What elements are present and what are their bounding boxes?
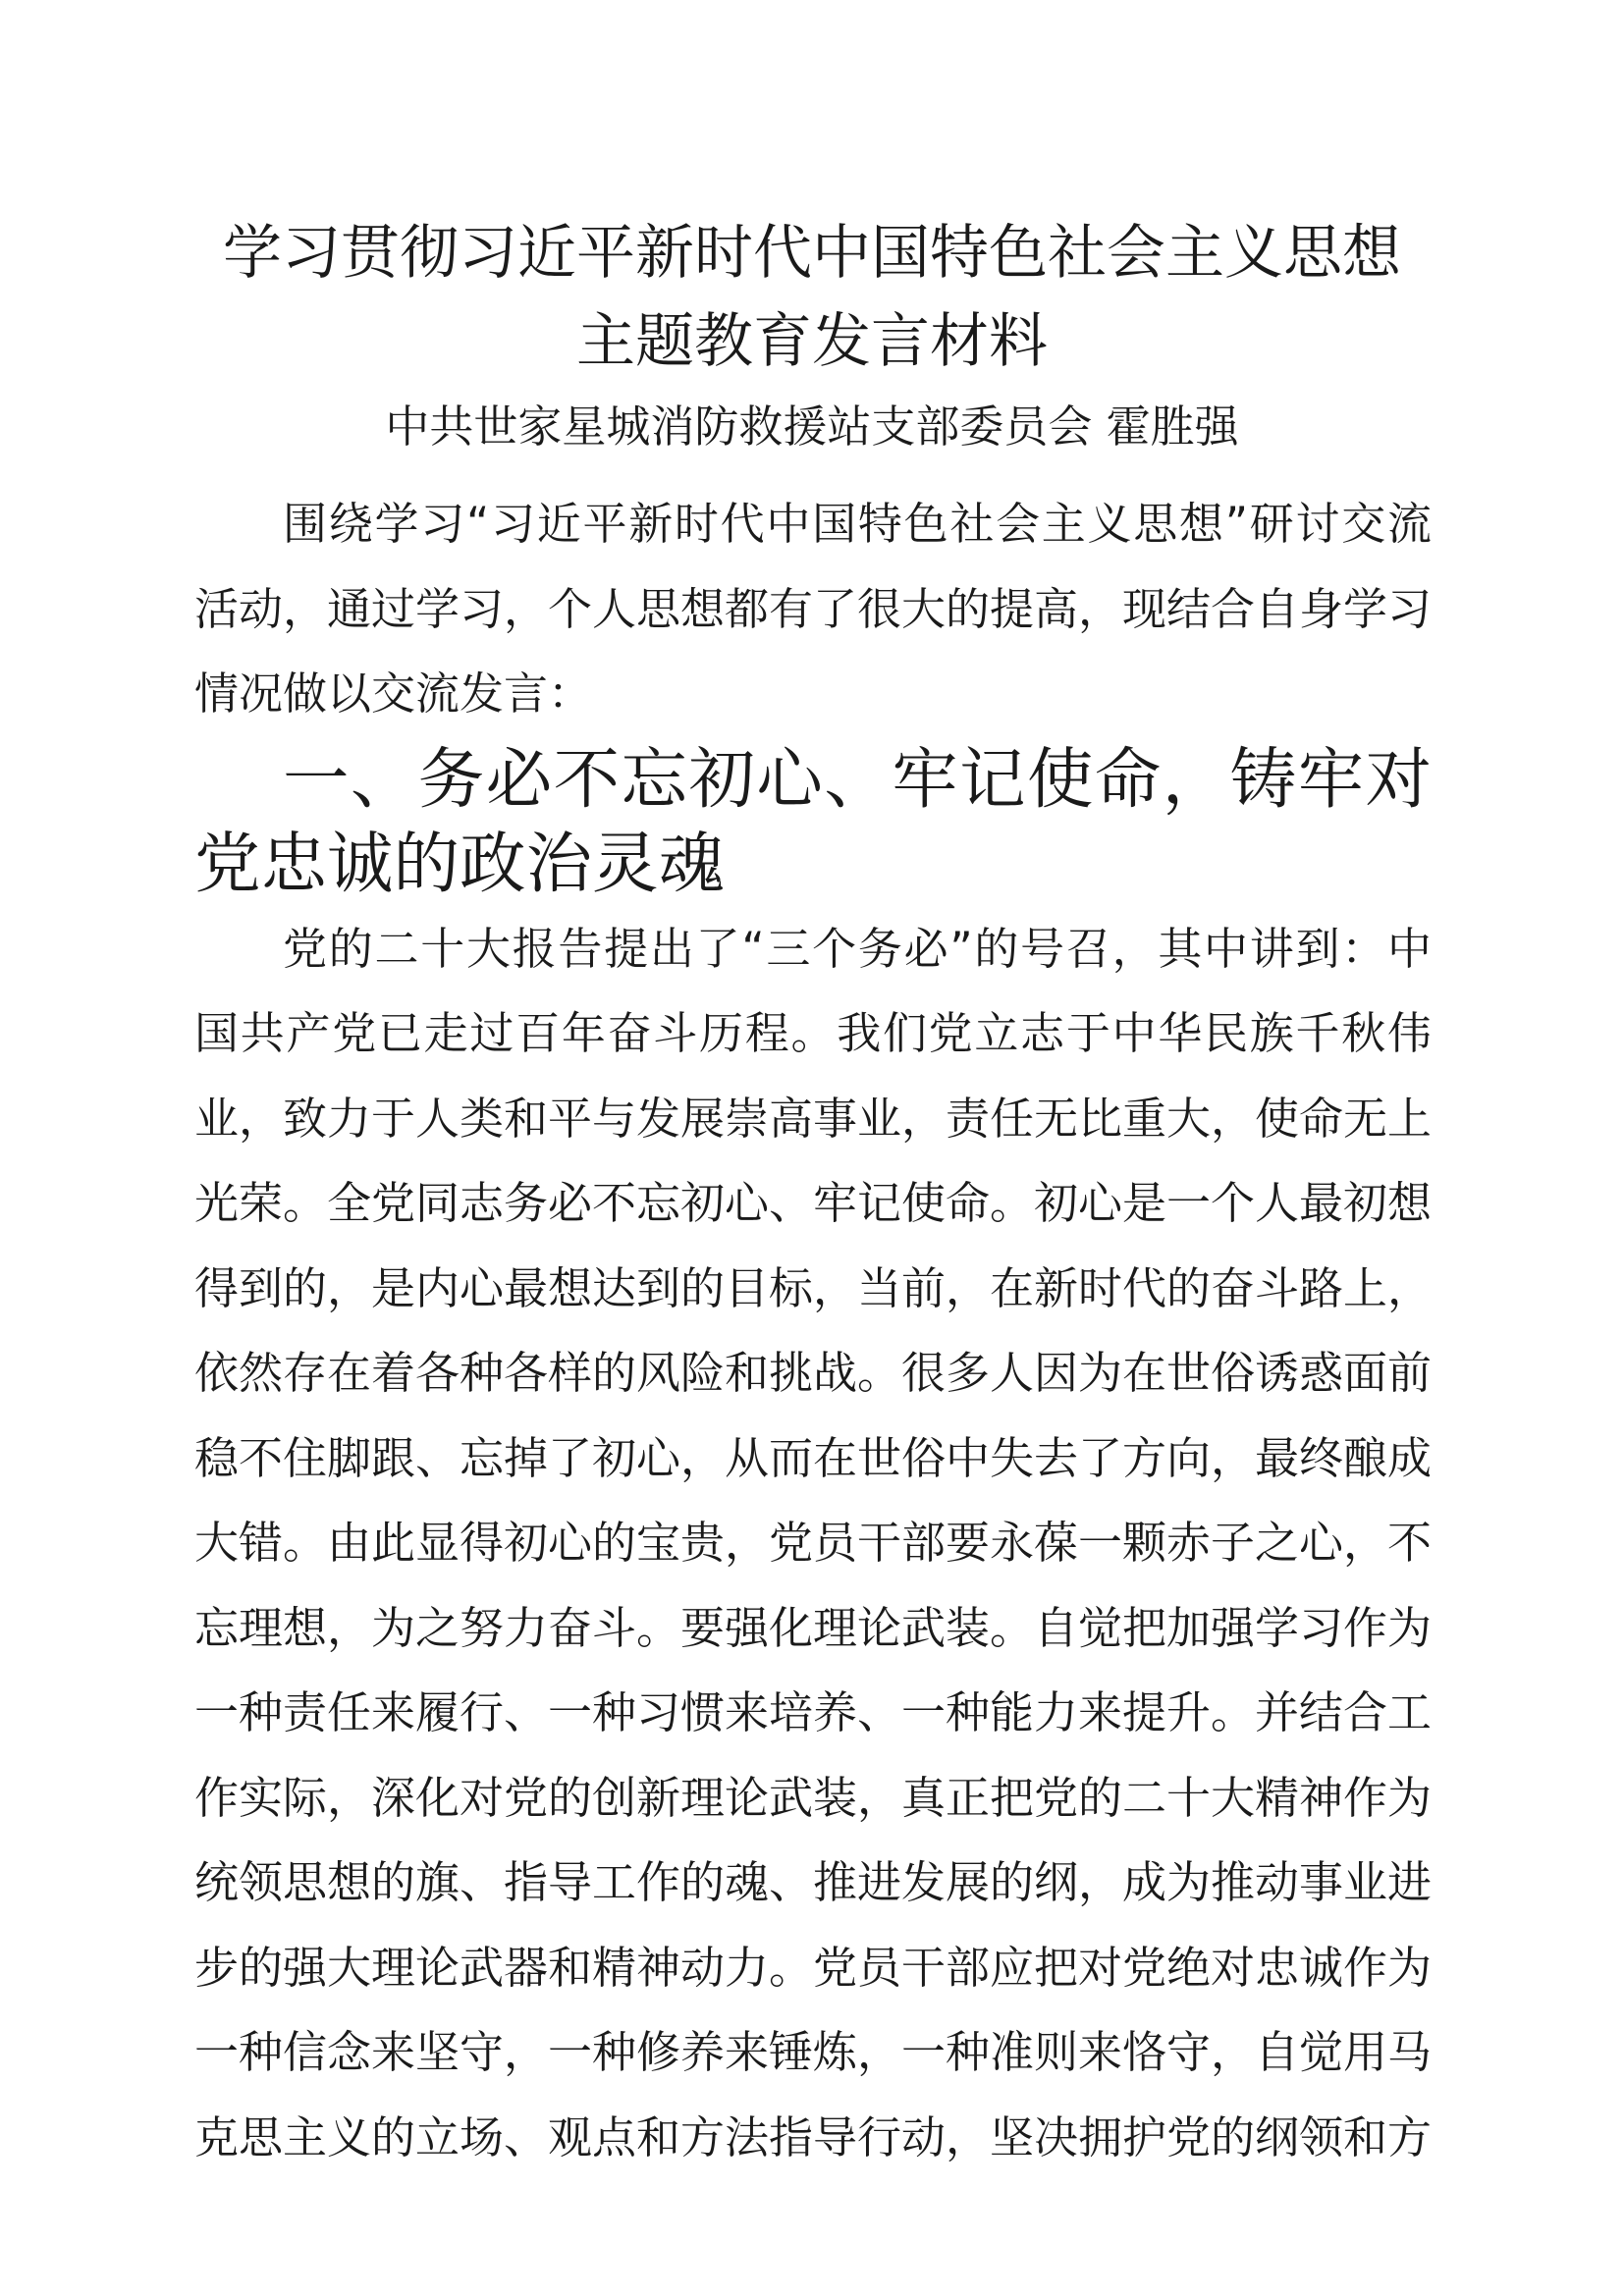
section-1-paragraph: 党的二十大报告提出了“三个务必”的号召，其中讲到：中国共产党已走过百年奋斗历程。我们党立志于中华民族千秋伟业，致力于人类和平与发展崇高事业，责任无比重大，使命无上光荣。全党同志务必不忘初心、牢记使命。初心是一个人最初想得到的，是内心最想达到的目标，当前，在新时代的奋斗路上，依然存在着各种各样的风险和挑战。很多人因为在世俗诱惑面前稳不住脚跟、忘掉了初心，从而在世俗中失去了方向，最终酿成大错。由此显得初心的宝贵，党员干部要永葆一颗赤子之心，不忘理想，为之努力奋斗。要强化理论武装。自觉把加强学习作为一种责任来履行、一种习惯来培养、一种能力来提升。并结合工作实际，深化对党的创新理论武装，真正把党的二十大精神作为统领思想的旗、指导工作的魂、推进发展的纲，成为推动事业进步的强大理论武器和精神动力。党员干部应把对党绝对忠诚作为一种信念来坚守，一种修养来锤炼，一种准则来恪守，自觉用马克思主义的立场、观点和方法指导行动，坚决拥护党的纲领和方	[194, 922, 1433, 2163]
section-1-heading: 一、务必不忘初心、牢记使命，铸牢对党忠诚的政治灵魂	[194, 739, 1432, 902]
document-title-line-2: 主题教育发言材料	[576, 307, 1048, 376]
document-title-line-1: 学习贯彻习近平新时代中国特色社会主义思想	[223, 219, 1401, 288]
document-body	[194, 482, 1432, 2180]
intro-paragraph: 围绕学习“习近平新时代中国特色社会主义思想”研讨交流活动，通过学习，个人思想都有了很大的提高，现结合自身学习情况做以交流发言：	[194, 498, 1433, 720]
document-author: 中共世家星城消防救援站支部委员会 霍胜强	[385, 400, 1239, 453]
